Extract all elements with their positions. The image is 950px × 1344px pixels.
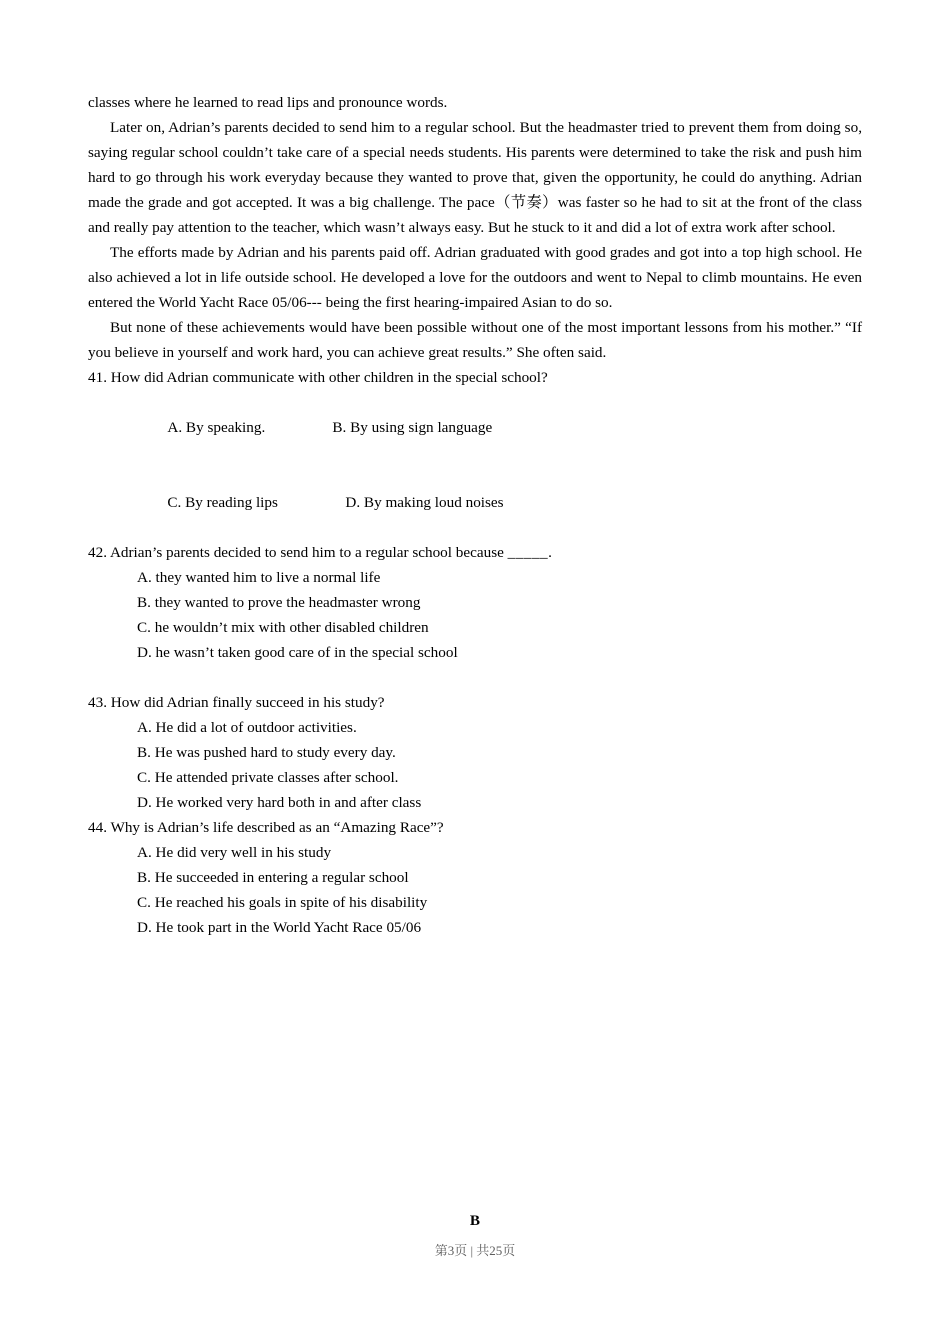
- question-43-option-a[interactable]: A. He did a lot of outdoor activities.: [137, 719, 357, 736]
- question-41-stem: 41. How did Adrian communicate with other children in the special school?: [88, 369, 548, 386]
- question-42-stem: [88, 540, 862, 565]
- question-42-answer-blank[interactable]: _____: [507, 544, 549, 561]
- page-indicator: 第3页 | 共25页: [434, 1243, 516, 1258]
- question-42-stem-suffix: .: [548, 544, 552, 561]
- question-43-option-c[interactable]: C. He attended private classes after school.: [137, 769, 399, 786]
- passage-paragraph-1: classes where he learned to read lips and pronounce words.: [88, 94, 448, 111]
- question-41-option-b[interactable]: B. By using sign language: [332, 419, 493, 436]
- question-43-stem: 43. How did Adrian finally succeed in his study?: [88, 694, 385, 711]
- question-41-option-d[interactable]: D. By making loud noises: [345, 494, 504, 511]
- passage-paragraph-4: But none of these achievements would have been possible without one of the most important lessons from his mother.” “If you believe in yourself and work hard, you can achieve great results.” She often said.: [88, 319, 862, 361]
- question-44-option-a[interactable]: A. He did very well in his study: [137, 844, 332, 861]
- question-42-option-d[interactable]: D. he wasn’t taken good care of in the special school: [137, 644, 458, 661]
- question-44: [88, 815, 862, 940]
- question-44-option-b[interactable]: B. He succeeded in entering a regular school: [137, 869, 409, 886]
- reading-passage: [88, 90, 862, 365]
- question-43-option-d[interactable]: D. He worked very hard both in and after class: [137, 794, 422, 811]
- question-41-option-row-2: [88, 465, 862, 540]
- question-41: [88, 365, 862, 540]
- page-footer: [0, 1210, 950, 1260]
- section-letter-label: B: [469, 1212, 481, 1229]
- passage-paragraph-2: Later on, Adrian’s parents decided to send him to a regular school. But the headmaster tried to prevent them from doing so, saying regular school couldn’t take care of a special needs students. His parents were determined to take the risk and push him hard to go through his work everyday because they wanted to prove that, given the opportunity, he could do anything. Adrian made the grade and got accepted. It was a big challenge. The pace（节奏）was faster so he had to sit at the front of the class and really pay attention to the teacher, which wasn’t always easy. But he stuck to it and did a lot of extra work after school.: [88, 119, 862, 236]
- question-43-option-b[interactable]: B. He was pushed hard to study every day.: [137, 744, 396, 761]
- question-42-option-a[interactable]: A. they wanted him to live a normal life: [137, 569, 381, 586]
- question-42: [88, 540, 862, 665]
- question-44-stem: 44. Why is Adrian’s life described as an “Amazing Race”?: [88, 819, 444, 836]
- question-44-option-d[interactable]: D. He took part in the World Yacht Race 05/06: [137, 919, 422, 936]
- question-42-stem-prefix: 42. Adrian’s parents decided to send him to a regular school because: [88, 544, 508, 561]
- question-41-option-c[interactable]: C. By reading lips: [167, 494, 278, 511]
- question-44-option-c[interactable]: C. He reached his goals in spite of his disability: [137, 894, 428, 911]
- passage-paragraph-3: The efforts made by Adrian and his parents paid off. Adrian graduated with good grades and got into a top high school. He also achieved a lot in life outside school. He developed a love for the outdoors and went to Nepal to climb mountains. He even entered the World Yacht Race 05/06--- being the first hearing-impaired Asian to do so.: [88, 244, 862, 311]
- question-43: [88, 690, 862, 815]
- question-block-spacer: [88, 665, 862, 690]
- question-41-option-a[interactable]: A. By speaking.: [167, 419, 266, 436]
- question-42-option-b[interactable]: B. they wanted to prove the headmaster wrong: [137, 594, 421, 611]
- document-body: [88, 90, 862, 940]
- question-41-option-row-1: [88, 390, 862, 465]
- question-42-option-c[interactable]: C. he wouldn’t mix with other disabled children: [137, 619, 429, 636]
